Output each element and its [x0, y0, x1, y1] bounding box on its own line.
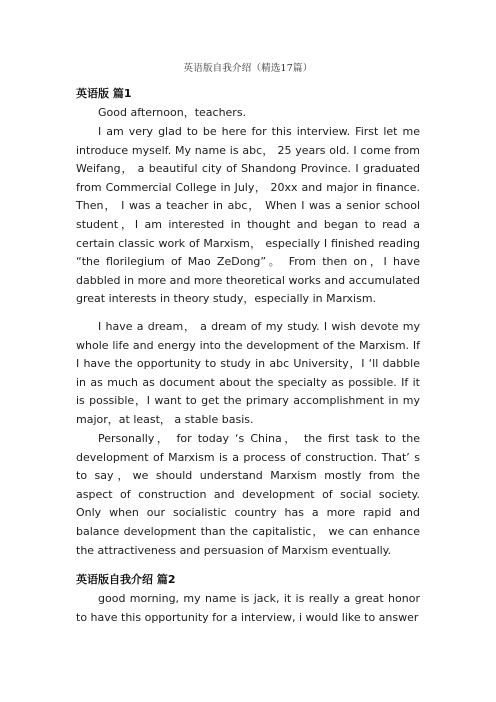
paragraph: Personally， for today ‘s China， the first task to the development of Marxism is a process of construction. That’ s to say，we should understand Marxism mostly from the aspect of construction and development of social society. Only when our socialistic country has a more rapid and balance development than the capitalistic， we can enhance the attractiveness and persuasion of Marxism eventually.	[76, 432, 420, 557]
paragraph: I am very glad to be here for this interview. First let me introduce myself. My name is abc， 25 years old. I come from Weifang， a beautiful city of Shandong Province. I graduated from Commercial College in July， 20xx and major in finance. Then， I was a teacher in abc， When I was a senior school student，I am interested in thought and began to read a certain classic work of Marxism， especially I finished reading “the florilegium of Mao ZeDong”。 From then on，I have dabbled in more and more theoretical works and accumulated great interests in theory study，especially in Marxism.	[76, 125, 420, 306]
paragraph: good morning, my name is jack, it is really a great honor to have this opportunity for a interview, i would like to answer	[76, 592, 420, 624]
paragraph: I have a dream， a dream of my study. I wish devote my whole life and energy into the development of the Marxism. If I have the opportunity to study in abc University，I ‘ll dabble in as much as document about the specialty as possible. If it is possible，I want to get the primary accomplishment in my major，at least， a stable basis.	[76, 320, 420, 426]
section-heading-2: 英语版自我介绍 篇2	[76, 573, 176, 586]
document-title: 英语版自我介绍（精选17篇）	[183, 63, 313, 74]
section-heading-1: 英语版 篇1	[76, 87, 132, 100]
paragraph: Good afternoon，teachers.	[98, 106, 247, 119]
